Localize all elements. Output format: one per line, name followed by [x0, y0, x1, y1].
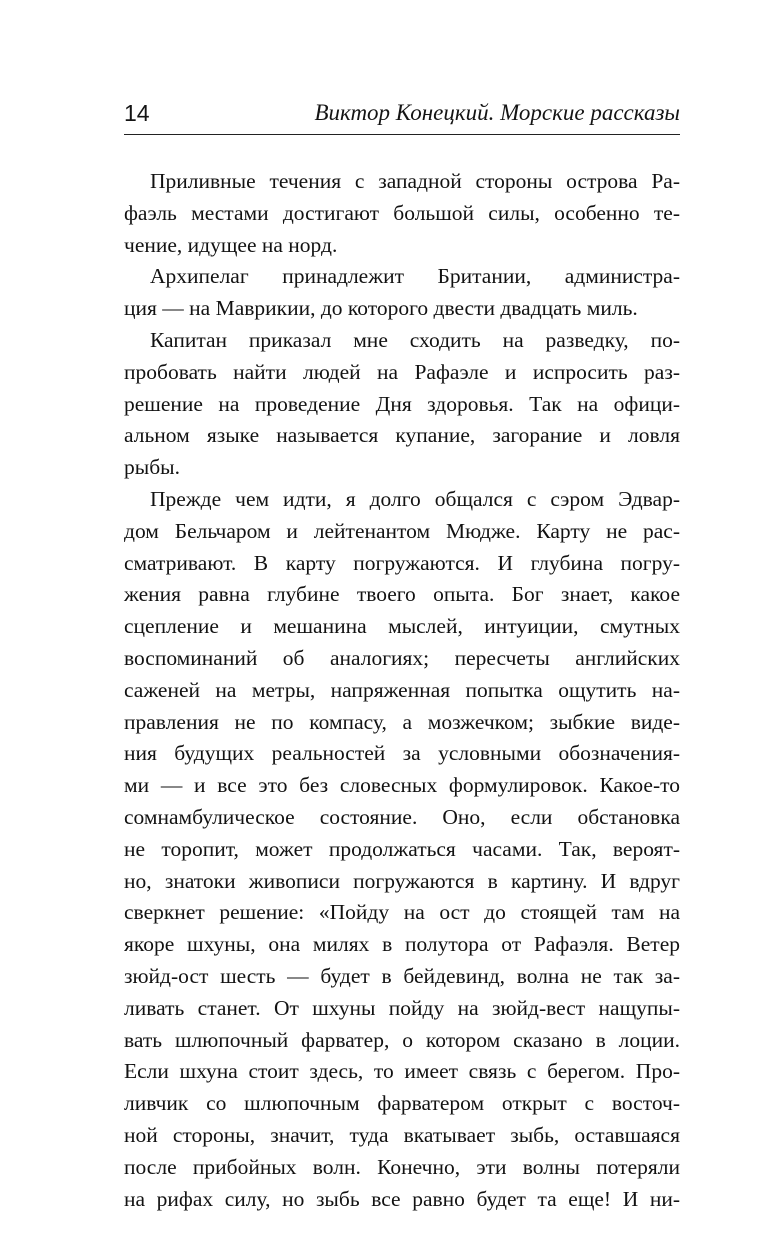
text-line: Архипелаг принадлежит Британии, администра-	[150, 264, 680, 289]
text-line: ция — на Маврикии, до которого двести двадцать миль.	[124, 296, 638, 321]
text-line: ния будущих реальностей за условными обозначения-	[124, 741, 680, 766]
text-line: воспоминаний об аналогиях; пересчеты английских	[124, 645, 680, 670]
text-line: сверкнет решение: «Пойду на ост до стоящей там на	[124, 900, 680, 925]
text-line: альном языке называется купание, загорание и ловля	[124, 423, 680, 448]
text-line: правления не по компасу, а мозжечком; зыбкие виде-	[124, 709, 680, 734]
text-line: якоре шхуны, она милях в полутора от Рафаэля. Ветер	[124, 932, 680, 957]
text-line: пробовать найти людей на Рафаэле и испросить раз-	[124, 359, 680, 384]
text-line: Прежде чем идти, я долго общался с сэром Эдвар-	[150, 486, 680, 511]
page-header	[124, 96, 680, 130]
text-line: Капитан приказал мне сходить на разведку, по-	[150, 327, 680, 352]
text-line: решение на проведение Дня здоровья. Так на офици-	[124, 391, 680, 416]
running-head: Виктор Конецкий. Морские рассказы	[314, 100, 680, 125]
body-text	[124, 166, 680, 1215]
text-line: сматривают. В карту погружаются. И глубина погру-	[124, 550, 680, 575]
text-line: но, знатоки живописи погружаются в картину. И вдруг	[124, 868, 680, 893]
header-rule	[124, 134, 680, 135]
text-line: на рифах силу, но зыбь все равно будет та еще! И ни-	[124, 1186, 680, 1211]
text-line: зюйд-ост шесть — будет в бейдевинд, волна не так за-	[124, 963, 680, 988]
text-line: ми — и все это без словесных формулировок. Какое-то	[124, 773, 680, 798]
text-line: ливать станет. От шхуны пойду на зюйд-вест нащупы-	[124, 995, 680, 1020]
text-line: дом Бельчаром и лейтенантом Мюдже. Карту не рас-	[124, 518, 680, 543]
page-number: 14	[124, 100, 150, 126]
text-line: Если шхуна стоит здесь, то имеет связь с берегом. Про-	[124, 1059, 680, 1084]
text-line: ной стороны, значит, туда вкатывает зыбь, оставшаяся	[124, 1122, 680, 1147]
text-line: сцепление и мешанина мыслей, интуиции, смутных	[124, 614, 680, 639]
text-line: сомнамбулическое состояние. Оно, если обстановка	[124, 804, 680, 829]
text-line: ливчик со шлюпочным фарватером открыт с восточ-	[124, 1091, 680, 1116]
text-line: чение, идущее на норд.	[124, 232, 338, 257]
text-line: Приливные течения с западной стороны острова Ра-	[150, 169, 680, 193]
text-line: после прибойных волн. Конечно, эти волны потеряли	[124, 1154, 680, 1179]
text-line: жения равна глубине твоего опыта. Бог знает, какое	[124, 582, 680, 607]
text-line: вать шлюпочный фарватер, о котором сказано в лоции.	[124, 1027, 680, 1052]
text-line: рыбы.	[124, 455, 180, 480]
text-line: саженей на метры, напряженная попытка ощутить на-	[124, 677, 680, 702]
text-line: фаэль местами достигают большой силы, особенно те-	[124, 200, 680, 225]
text-line: не торопит, может продолжаться часами. Так, вероят-	[124, 836, 680, 861]
